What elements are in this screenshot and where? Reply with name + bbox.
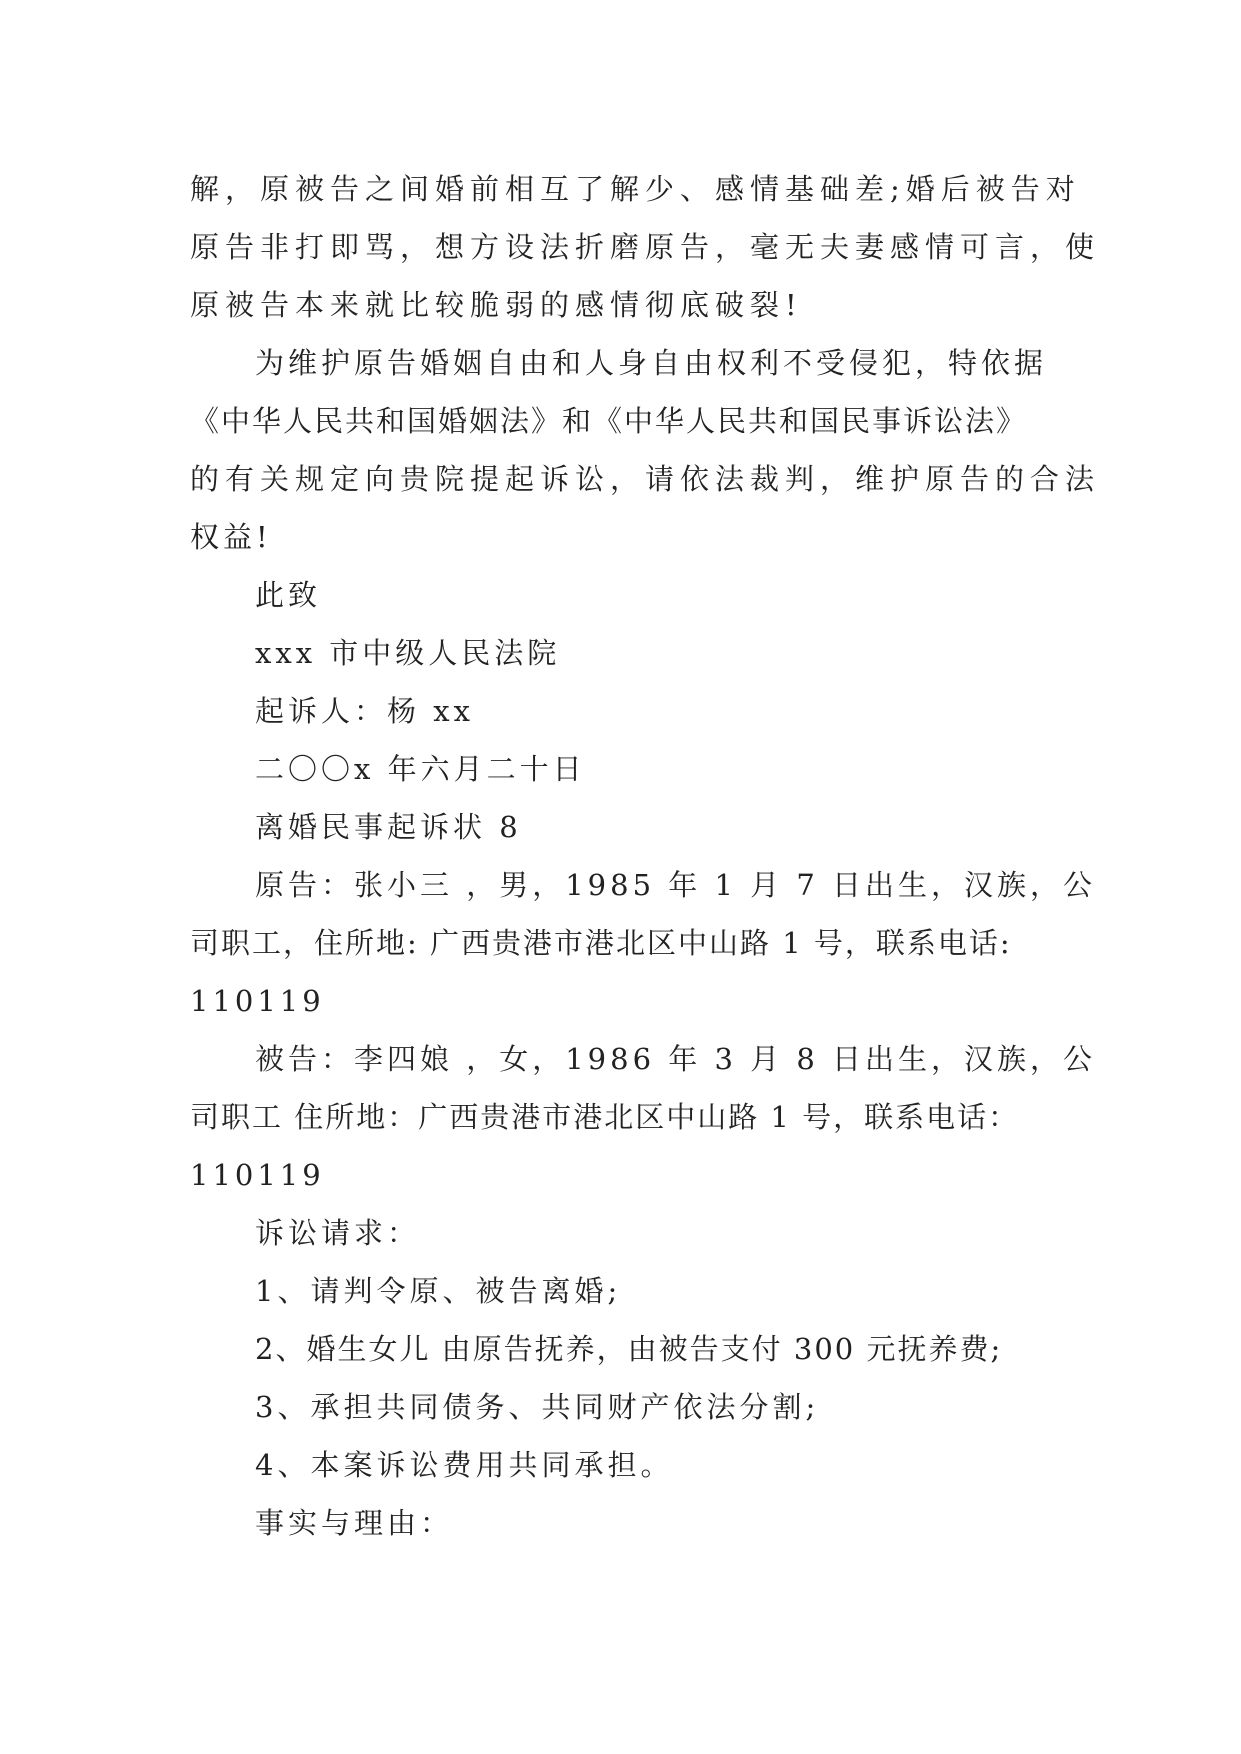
plaintiff-phone: 110119 bbox=[190, 984, 325, 1018]
claim-item: 1、请判令原、被告离婚; bbox=[255, 1274, 622, 1308]
plaintiff-info-line: 原告：张小三 ，男，1985 年 1 月 7 日出生，汉族，公 bbox=[255, 868, 1097, 902]
paragraph-line: 为维护原告婚姻自由和人身自由权利不受侵犯，特依据 bbox=[255, 346, 1048, 380]
document-date: 二〇〇x 年六月二十日 bbox=[255, 752, 586, 786]
salutation: 此致 bbox=[255, 578, 322, 612]
claim-item: 3、承担共同债务、共同财产依法分割; bbox=[255, 1390, 820, 1424]
plaintiff-signature: 起诉人：杨 xx bbox=[255, 694, 474, 728]
document-body bbox=[190, 160, 1101, 1552]
court-name: xxx 市中级人民法院 bbox=[255, 636, 561, 670]
paragraph-line: 《中华人民共和国婚姻法》和《中华人民共和国民事诉讼法》 bbox=[190, 404, 1028, 438]
paragraph-line: 原被告本来就比较脆弱的感情彻底破裂! bbox=[190, 288, 803, 322]
paragraph-line: 的有关规定向贵院提起诉讼，请依法裁判，维护原告的合法 bbox=[190, 462, 1101, 496]
paragraph-line: 解，原被告之间婚前相互了解少、感情基础差;婚后被告对 bbox=[190, 172, 1081, 206]
claim-item: 4、本案诉讼费用共同承担。 bbox=[255, 1448, 674, 1482]
section-title: 离婚民事起诉状 8 bbox=[255, 810, 522, 844]
defendant-info-line: 被告：李四娘 ，女，1986 年 3 月 8 日出生，汉族，公 bbox=[255, 1042, 1097, 1076]
facts-heading: 事实与理由： bbox=[255, 1506, 454, 1540]
defendant-phone: 110119 bbox=[190, 1158, 325, 1192]
defendant-info-line: 司职工 住所地：广西贵港市港北区中山路 1 号，联系电话： bbox=[190, 1100, 1020, 1134]
paragraph-line: 权益! bbox=[190, 520, 272, 554]
claim-item: 2、婚生女儿 由原告抚养，由被告支付 300 元抚养费; bbox=[255, 1332, 1003, 1366]
paragraph-line: 原告非打即骂，想方设法折磨原告，毫无夫妻感情可言，使 bbox=[190, 230, 1101, 264]
claims-heading: 诉讼请求： bbox=[255, 1216, 421, 1250]
plaintiff-info-line: 司职工，住所地: 广西贵港市港北区中山路 1 号，联系电话: bbox=[190, 926, 1012, 960]
